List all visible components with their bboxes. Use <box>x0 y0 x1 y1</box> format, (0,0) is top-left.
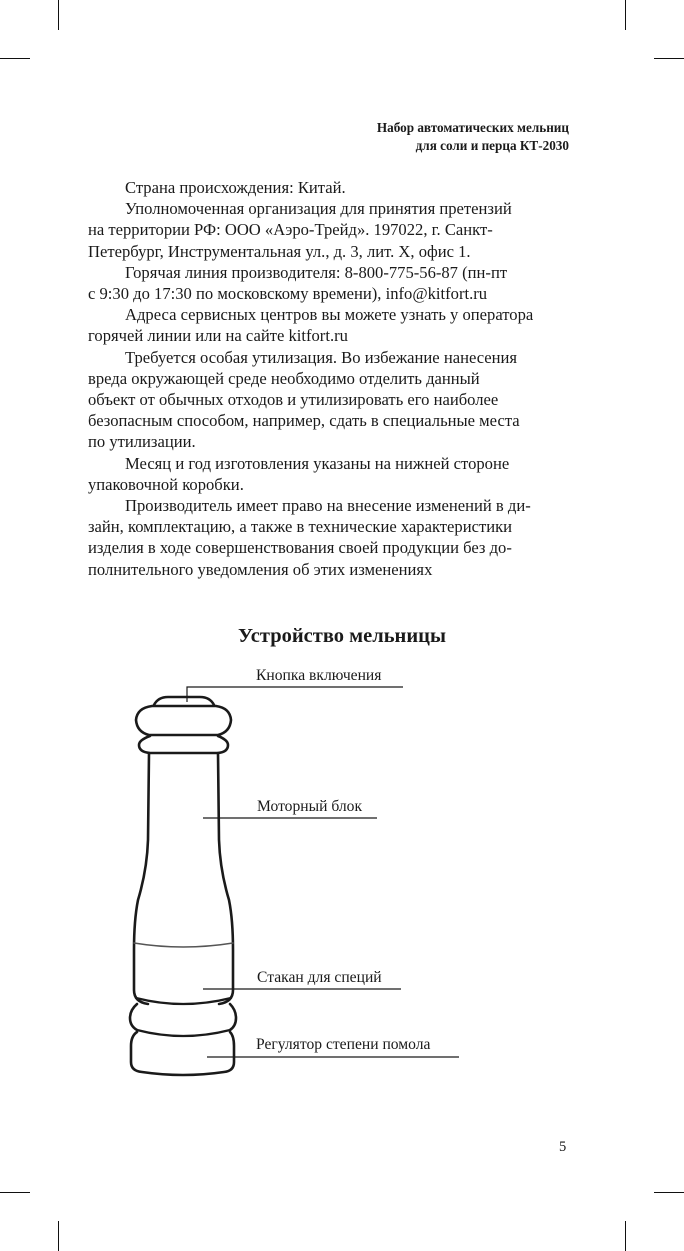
text-line: Горячая линия производителя: 8-800-775-56-87 (пн-пт <box>125 262 508 282</box>
crop-mark-top-right-vertical <box>625 0 626 30</box>
text-line: Требуется особая утилизация. Во избежание нанесения <box>125 347 518 367</box>
text-line: Производитель имеет право на внесение изменений в ди- <box>125 496 531 516</box>
section-title <box>0 625 684 648</box>
crop-mark-bottom-right-horizontal <box>654 1192 684 1193</box>
cup-bottom-curve <box>136 998 231 1004</box>
running-header <box>377 119 569 155</box>
section-title-text: Устройство мельницы <box>237 625 447 647</box>
power-button-shape <box>154 697 214 705</box>
text-line: зайн, комплектацию, а также в технические характеристики <box>88 517 513 537</box>
collar-ring-shape <box>139 736 228 753</box>
body-text <box>88 177 570 580</box>
motor-body-right-edge <box>218 753 233 1004</box>
callout-label-power-button: Кнопка включения <box>256 667 382 684</box>
crop-mark-top-left-vertical <box>58 0 59 30</box>
grinder-ring-shape <box>130 1004 236 1030</box>
text-line: объект от обычных отходов и утилизировать его наиболее <box>88 390 499 410</box>
crop-mark-bottom-left-horizontal <box>0 1192 30 1193</box>
text-line: изделия в ходе совершенствования своей продукции без до- <box>88 538 512 558</box>
base-shape <box>131 1032 234 1075</box>
text-line: Месяц и год изготовления указаны на нижней стороне <box>125 453 510 473</box>
paragraph-authorized-organization <box>88 198 570 262</box>
text-line: Страна происхождения: Китай. <box>125 178 346 197</box>
callout-label-grind-regulator: Регулятор степени помола <box>256 1036 431 1053</box>
text-line: Уполномоченная организация для принятия претензий <box>125 199 512 219</box>
text-line: горячей линии или на сайте kitfort.ru <box>88 326 348 346</box>
top-cap-shape <box>136 706 231 735</box>
pepper-mill-illustration <box>130 697 236 1075</box>
grinder-ring-bottom-curve <box>137 1030 230 1036</box>
running-header-line-1: Набор автоматических мельниц <box>376 120 569 135</box>
text-line: с 9:30 до 17:30 по московскому времени), info@kitfort.ru <box>88 284 488 304</box>
callout-leaders <box>187 687 459 1057</box>
page-number: 5 <box>559 1139 567 1155</box>
crop-mark-bottom-right-vertical <box>625 1221 626 1251</box>
callout-label-motor-unit: Моторный блок <box>257 798 363 815</box>
text-line: Петербург, Инструментальная ул., д. 3, лит. Х, офис 1. <box>88 241 471 261</box>
paragraph-country-of-origin <box>88 177 570 198</box>
motor-body-left-edge <box>134 753 149 1004</box>
text-line: по утилизации. <box>88 432 196 452</box>
callout-label-spice-cup: Стакан для специй <box>257 969 382 986</box>
paragraph-manufacturer-rights <box>88 495 570 580</box>
text-line: вреда окружающей среде необходимо отделить данный <box>88 368 480 388</box>
crop-mark-bottom-left-vertical <box>58 1221 59 1251</box>
running-header-line-2: для соли и перца КТ-2030 <box>415 138 569 153</box>
text-line: полнительного уведомления об этих изменениях <box>88 559 433 579</box>
crop-mark-top-left-horizontal <box>0 58 30 59</box>
paragraph-hotline <box>88 262 570 304</box>
paragraph-manufacture-date <box>88 453 570 495</box>
paragraph-service-centers <box>88 304 570 346</box>
text-line: на территории РФ: ООО «Аэро-Трейд». 197022, г. Санкт- <box>88 220 493 240</box>
leader-power-button <box>187 687 403 702</box>
crop-mark-top-right-horizontal <box>654 58 684 59</box>
text-line: упаковочной коробки. <box>88 474 244 494</box>
text-line: безопасным способом, например, сдать в специальные места <box>88 411 520 431</box>
paragraph-disposal <box>88 347 570 453</box>
cup-separation-line <box>134 943 233 947</box>
text-line: Адреса сервисных центров вы можете узнать у оператора <box>125 305 534 325</box>
